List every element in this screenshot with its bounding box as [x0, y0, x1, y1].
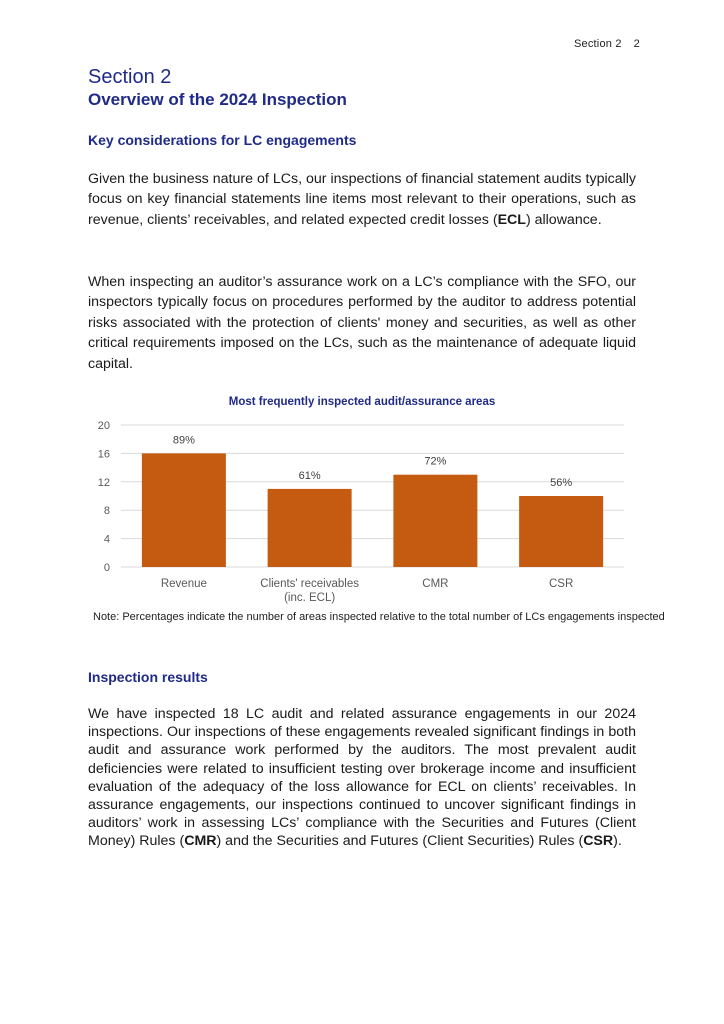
data-label: 72% [424, 455, 447, 468]
header-page-number: 2 [633, 38, 640, 50]
paragraph-text: ) and the Securities and Futures (Client Securities) Rules ( [216, 833, 584, 850]
csr-abbreviation: CSR [583, 833, 614, 850]
data-label: 61% [298, 469, 321, 482]
page-title: Overview of the 2024 Inspection [88, 90, 347, 109]
chart-note: Note: Percentages indicate the number of areas inspected relative to the total number of LCs engagements inspected [93, 611, 665, 623]
key-considerations-paragraph-2: When inspecting an auditor’s assurance work on a LC’s compliance with the SFO, our inspectors typically focus on procedures performed by the auditor to address potential risks associated with the protection of clients' money and securities, as well as other critical requirements imposed on the LCs, such as the maintenance of adequate liquid capital. [88, 274, 636, 372]
y-tick-label: 0 [103, 562, 110, 574]
bar [142, 453, 226, 567]
y-tick-label: 12 [97, 476, 110, 489]
chart-title: Most frequently inspected audit/assurance areas [228, 396, 496, 408]
paragraph-text: We have inspected 18 LC audit and related assurance engagements in our 2024 inspections. Our inspections of these engagements revealed significant findings in both audit and assurance work performed by the auditors. The most prevalent audit deficiencies were related to insufficient testing over brokerage income and insufficient evaluation of the adequacy of the loss allowance for ECL on clients’ receivables. In assurance engagements, our inspections continued to uncover significant findings in auditors’ work in assessing LCs’ compliance with the Securities and Futures (Client Money) Rules ( [88, 706, 636, 850]
x-category-label: Clients' receivables [260, 578, 359, 590]
paragraph-text: ). [613, 833, 622, 850]
x-category-label: CMR [422, 578, 449, 590]
bar [268, 489, 352, 567]
cmr-abbreviation: CMR [184, 833, 217, 850]
bar [393, 475, 477, 567]
section-label: Section 2 [88, 66, 172, 88]
x-category-label: (inc. ECL) [284, 592, 336, 604]
y-tick-label: 8 [103, 505, 110, 518]
data-label: 89% [172, 434, 195, 447]
header-section-label: Section 2 [574, 38, 622, 50]
y-tick-label: 16 [97, 448, 110, 461]
key-considerations-heading: Key considerations for LC engagements [88, 132, 357, 148]
inspection-results-paragraph [88, 705, 636, 851]
x-category-label: CSR [548, 578, 574, 590]
x-category-label: Revenue [160, 578, 207, 590]
y-tick-label: 4 [103, 533, 110, 546]
paragraph-text: Given the business nature of LCs, our inspections of financial statement audits typically focus on key financial statements line items most relevant to their operations, such as revenue, clients’ receivables, and related expected credit losses ( [88, 171, 636, 228]
bar [519, 496, 603, 567]
paragraph-text: ) allowance. [525, 211, 602, 228]
y-tick-label: 20 [97, 420, 110, 432]
inspection-results-heading: Inspection results [88, 669, 208, 685]
ecl-abbreviation: ECL [497, 211, 526, 228]
data-label: 56% [550, 477, 573, 489]
